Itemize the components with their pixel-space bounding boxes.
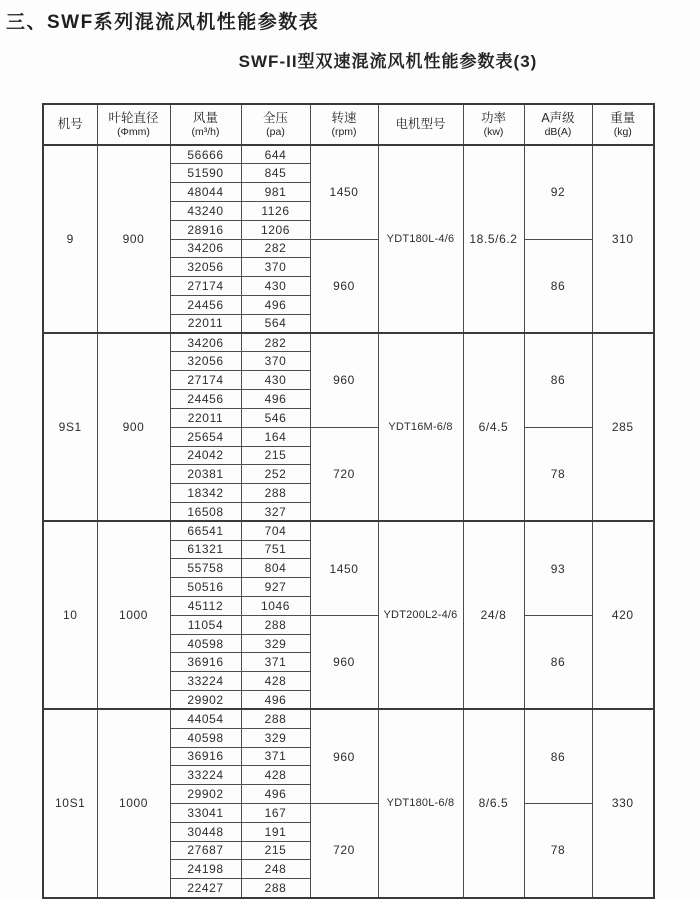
speed-cell: 960 [310, 615, 378, 709]
weight-cell: 285 [592, 333, 654, 521]
diameter-cell: 1000 [97, 521, 170, 709]
pressure-cell: 430 [241, 277, 310, 296]
pressure-cell: 927 [241, 578, 310, 597]
pressure-cell: 252 [241, 465, 310, 484]
speed-cell: 720 [310, 427, 378, 521]
speed-cell: 1450 [310, 145, 378, 239]
noise-cell: 93 [524, 521, 592, 615]
page-title: 三、SWF系列混流风机性能参数表 [6, 12, 320, 33]
pressure-cell: 804 [241, 559, 310, 578]
flow-cell: 27174 [170, 371, 241, 390]
pressure-cell: 329 [241, 634, 310, 653]
flow-cell: 27687 [170, 841, 241, 860]
flow-cell: 20381 [170, 465, 241, 484]
pressure-cell: 370 [241, 352, 310, 371]
table-header [43, 104, 654, 145]
flow-cell: 28916 [170, 220, 241, 239]
flow-cell: 24456 [170, 296, 241, 315]
weight-cell: 330 [592, 709, 654, 897]
flow-cell: 25654 [170, 427, 241, 446]
diameter-cell: 900 [97, 145, 170, 333]
flow-cell: 61321 [170, 540, 241, 559]
header-weight: 重量 (kg) [592, 104, 654, 145]
pressure-cell: 329 [241, 728, 310, 747]
flow-cell: 40598 [170, 634, 241, 653]
fan-performance-table [42, 103, 655, 899]
model-cell: 9 [43, 145, 97, 333]
speed-cell: 960 [310, 239, 378, 333]
pressure-cell: 1046 [241, 597, 310, 616]
table-row [43, 333, 654, 352]
header-total-pressure: 全压 (pa) [241, 104, 310, 145]
speed-cell: 1450 [310, 521, 378, 615]
power-cell: 6/4.5 [463, 333, 524, 521]
pressure-cell: 282 [241, 239, 310, 258]
flow-cell: 32056 [170, 258, 241, 277]
header-impeller-diameter: 叶轮直径 (Φmm) [97, 104, 170, 145]
pressure-cell: 215 [241, 446, 310, 465]
header-air-volume: 风量 (m³/h) [170, 104, 241, 145]
flow-cell: 24042 [170, 446, 241, 465]
noise-cell: 78 [524, 803, 592, 897]
pressure-cell: 496 [241, 390, 310, 409]
flow-cell: 34206 [170, 239, 241, 258]
noise-cell: 86 [524, 333, 592, 427]
weight-cell: 420 [592, 521, 654, 709]
flow-cell: 24198 [170, 860, 241, 879]
pressure-cell: 428 [241, 766, 310, 785]
pressure-cell: 288 [241, 879, 310, 898]
flow-cell: 16508 [170, 502, 241, 521]
power-cell: 24/8 [463, 521, 524, 709]
speed-cell: 960 [310, 333, 378, 427]
pressure-cell: 751 [241, 540, 310, 559]
diameter-cell: 900 [97, 333, 170, 521]
flow-cell: 36916 [170, 653, 241, 672]
flow-cell: 18342 [170, 484, 241, 503]
pressure-cell: 167 [241, 803, 310, 822]
flow-cell: 40598 [170, 728, 241, 747]
pressure-cell: 164 [241, 427, 310, 446]
pressure-cell: 845 [241, 164, 310, 183]
pressure-cell: 215 [241, 841, 310, 860]
pressure-cell: 496 [241, 296, 310, 315]
flow-cell: 45112 [170, 597, 241, 616]
header-model: 机号 [43, 104, 97, 145]
flow-cell: 33224 [170, 672, 241, 691]
flow-cell: 29902 [170, 691, 241, 710]
noise-cell: 86 [524, 615, 592, 709]
pressure-cell: 288 [241, 709, 310, 728]
flow-cell: 48044 [170, 183, 241, 202]
noise-cell: 92 [524, 145, 592, 239]
speed-cell: 960 [310, 709, 378, 803]
pressure-cell: 288 [241, 615, 310, 634]
flow-cell: 22011 [170, 408, 241, 427]
flow-cell: 50516 [170, 578, 241, 597]
pressure-cell: 430 [241, 371, 310, 390]
flow-cell: 30448 [170, 822, 241, 841]
pressure-cell: 496 [241, 785, 310, 804]
pressure-cell: 1206 [241, 220, 310, 239]
pressure-cell: 371 [241, 747, 310, 766]
table-row [43, 709, 654, 728]
motor-cell: YDT180L-4/6 [378, 145, 463, 333]
pressure-cell: 1126 [241, 201, 310, 220]
pressure-cell: 428 [241, 672, 310, 691]
flow-cell: 22427 [170, 879, 241, 898]
pressure-cell: 644 [241, 145, 310, 164]
flow-cell: 51590 [170, 164, 241, 183]
diameter-cell: 1000 [97, 709, 170, 897]
pressure-cell: 704 [241, 521, 310, 540]
flow-cell: 34206 [170, 333, 241, 352]
flow-cell: 22011 [170, 314, 241, 333]
speed-cell: 720 [310, 803, 378, 897]
pressure-cell: 282 [241, 333, 310, 352]
flow-cell: 36916 [170, 747, 241, 766]
flow-cell: 55758 [170, 559, 241, 578]
flow-cell: 29902 [170, 785, 241, 804]
pressure-cell: 370 [241, 258, 310, 277]
motor-cell: YDT16M-6/8 [378, 333, 463, 521]
pressure-cell: 981 [241, 183, 310, 202]
pressure-cell: 496 [241, 691, 310, 710]
model-cell: 10 [43, 521, 97, 709]
power-cell: 8/6.5 [463, 709, 524, 897]
pressure-cell: 248 [241, 860, 310, 879]
pressure-cell: 327 [241, 502, 310, 521]
flow-cell: 44054 [170, 709, 241, 728]
header-motor-model: 电机型号 [378, 104, 463, 145]
pressure-cell: 546 [241, 408, 310, 427]
noise-cell: 78 [524, 427, 592, 521]
flow-cell: 32056 [170, 352, 241, 371]
power-cell: 18.5/6.2 [463, 145, 524, 333]
motor-cell: YDT200L2-4/6 [378, 521, 463, 709]
page-subtitle: SWF-II型双速混流风机性能参数表(3) [238, 52, 538, 71]
model-cell: 10S1 [43, 709, 97, 897]
flow-cell: 33041 [170, 803, 241, 822]
flow-cell: 27174 [170, 277, 241, 296]
noise-cell: 86 [524, 709, 592, 803]
header-power: 功率 (kw) [463, 104, 524, 145]
motor-cell: YDT180L-6/8 [378, 709, 463, 897]
model-cell: 9S1 [43, 333, 97, 521]
weight-cell: 310 [592, 145, 654, 333]
noise-cell: 86 [524, 239, 592, 333]
pressure-cell: 564 [241, 314, 310, 333]
pressure-cell: 288 [241, 484, 310, 503]
flow-cell: 66541 [170, 521, 241, 540]
header-noise-level: A声级 dB(A) [524, 104, 592, 145]
pressure-cell: 191 [241, 822, 310, 841]
flow-cell: 11054 [170, 615, 241, 634]
table-body [43, 145, 654, 898]
header-speed: 转速 (rpm) [310, 104, 378, 145]
table-row [43, 145, 654, 164]
table-row [43, 521, 654, 540]
flow-cell: 43240 [170, 201, 241, 220]
flow-cell: 24456 [170, 390, 241, 409]
flow-cell: 56666 [170, 145, 241, 164]
flow-cell: 33224 [170, 766, 241, 785]
pressure-cell: 371 [241, 653, 310, 672]
